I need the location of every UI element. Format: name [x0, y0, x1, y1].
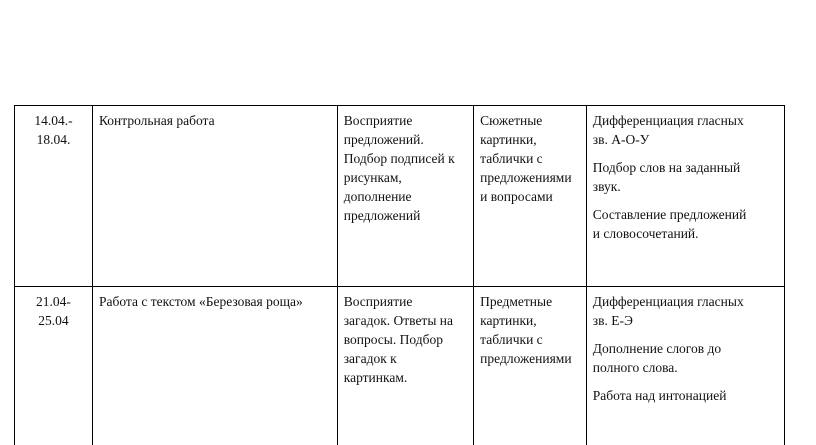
date-text: 21.04-25.04	[36, 294, 71, 328]
correction-paragraph: Работа над интонацией	[592, 388, 727, 403]
correction-paragraph: Дифференциация гласных зв. А-О-У	[592, 113, 744, 147]
activity-text: Восприятие загадок. Ответы на вопросы. Подбор загадок к картинкам.	[343, 294, 453, 385]
date-text: 14.04.- 18.04.	[34, 113, 73, 147]
topic-cell	[92, 287, 337, 445]
date-cell	[15, 106, 93, 287]
materials-text: Сюжетные картинки, таблички с предложениями и вопросами	[480, 113, 572, 204]
correction-paragraph: Подбор слов на заданный звук.	[592, 160, 741, 194]
correction-paragraph: Составление предложений и словосочетаний.	[592, 207, 747, 241]
table-row	[15, 287, 785, 445]
topic-cell	[92, 106, 337, 287]
materials-cell	[474, 287, 587, 445]
topic-text: Работа с текстом «Березовая роща»	[98, 294, 303, 309]
correction-cell	[586, 287, 784, 445]
materials-text: Предметные картинки, таблички с предложениями	[480, 294, 572, 366]
date-cell	[15, 287, 93, 445]
activity-cell	[337, 287, 473, 445]
table-row	[15, 106, 785, 287]
activity-cell	[337, 106, 473, 287]
correction-paragraph: Дополнение слогов до полного слова.	[592, 341, 722, 375]
lesson-plan-table	[14, 105, 785, 445]
correction-paragraph: Дифференциация гласных зв. Е-Э	[592, 294, 744, 328]
materials-cell	[474, 106, 587, 287]
activity-text: Восприятие предложений. Подбор подписей к рисункам, дополнение предложений	[343, 113, 455, 223]
topic-text: Контрольная работа	[98, 113, 215, 128]
correction-cell	[586, 106, 784, 287]
